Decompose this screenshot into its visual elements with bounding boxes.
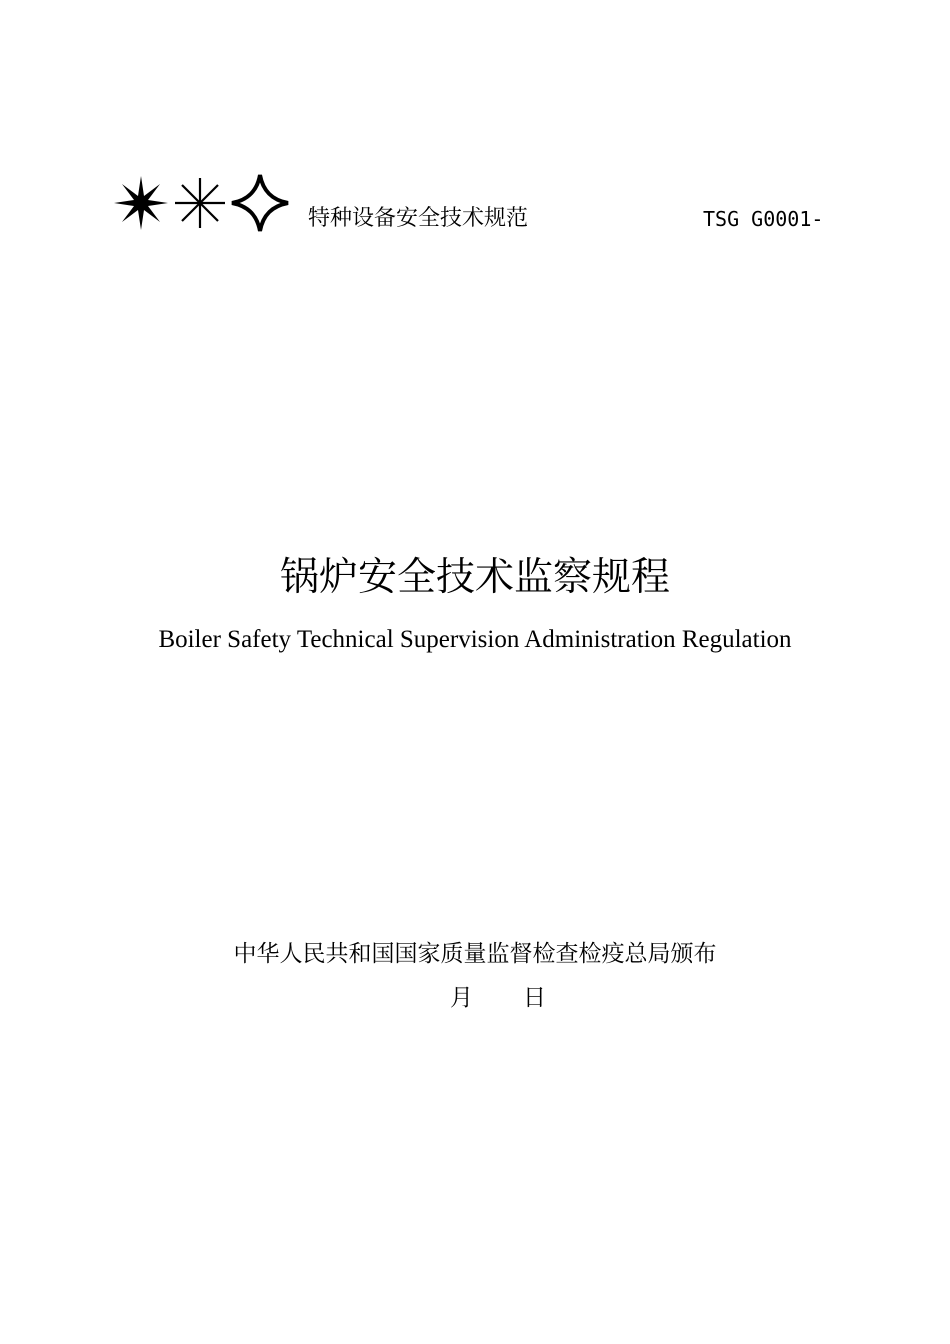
asterisk-icon <box>172 175 228 231</box>
regulation-code: TSG G0001- <box>703 207 824 231</box>
document-title-chinese: 锅炉安全技术监察规程 <box>279 555 670 600</box>
day-label: 日 <box>523 985 546 1011</box>
issue-date <box>450 982 546 1014</box>
issuing-authority: 中华人民共和国国家质量监督检查检疫总局颁布 <box>233 941 717 967</box>
document-title-english: Boiler Safety Technical Supervision Administration Regulation <box>158 626 792 653</box>
month-label: 月 <box>450 985 473 1011</box>
regulation-category: 特种设备安全技术规范 <box>308 206 529 231</box>
header-symbols <box>112 172 290 234</box>
eight-point-star-icon <box>112 174 170 232</box>
four-point-star-icon <box>230 173 290 233</box>
